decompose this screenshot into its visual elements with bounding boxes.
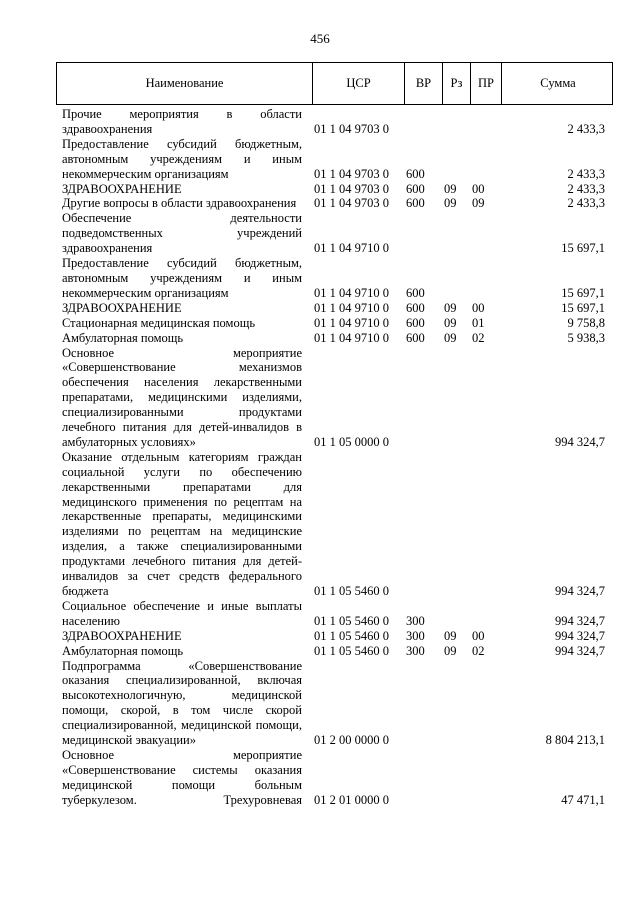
row-name: ЗДРАВООХРАНЕНИЕ: [62, 300, 182, 315]
row-name: ЗДРАВООХРАНЕНИЕ: [62, 628, 182, 643]
row-name: Предоставление субсидий бюджетным, автономным учреждениям и иным некоммерческим организациям: [62, 136, 302, 181]
table-body: [56, 107, 613, 808]
table-row: [56, 196, 613, 211]
row-pr: 09: [472, 196, 485, 211]
row-name: ЗДРАВООХРАНЕНИЕ: [62, 181, 182, 196]
row-rz: 09: [444, 181, 457, 196]
row-rz: 09: [444, 315, 457, 330]
row-pr: 00: [472, 628, 485, 643]
row-name: Предоставление субсидий бюджетным, автономным учреждениям и иным некоммерческим организациям: [62, 256, 302, 300]
row-pr: 00: [472, 300, 485, 315]
row-sum: 994 324,7: [555, 643, 605, 658]
row-rz: 09: [444, 300, 457, 315]
row-rz: 09: [444, 196, 457, 211]
row-csr: 01 1 05 5460 0: [314, 613, 389, 628]
row-vr: 300: [406, 613, 425, 628]
row-sum: 9 758,8: [567, 315, 605, 330]
table-row: [56, 599, 613, 629]
row-sum: 15 697,1: [561, 241, 605, 256]
table-row: [56, 301, 613, 316]
header-sum: Сумма: [540, 76, 576, 90]
row-sum: 47 471,1: [561, 792, 605, 807]
row-name: Социальное обеспечение и иные выплаты населению: [62, 598, 302, 628]
table-row: [56, 659, 613, 748]
row-csr: 01 1 04 9710 0: [314, 241, 389, 256]
row-name: Амбулаторная помощь: [62, 643, 184, 658]
table-row: [56, 748, 613, 808]
row-pr: 02: [472, 643, 485, 658]
table-row: [56, 331, 613, 346]
row-sum: 994 324,7: [555, 584, 605, 598]
row-sum: 2 433,3: [567, 196, 605, 211]
header-vr: ВР: [405, 63, 443, 104]
table-row: [56, 211, 613, 256]
row-rz: 09: [444, 628, 457, 643]
row-csr: 01 1 04 9703 0: [314, 181, 389, 196]
row-csr: 01 2 00 0000 0: [314, 733, 389, 748]
row-vr: 600: [406, 285, 425, 300]
row-csr: 01 1 04 9710 0: [314, 315, 389, 330]
table-row: [56, 107, 613, 137]
row-sum: 15 697,1: [561, 285, 605, 300]
row-sum: 5 938,3: [567, 330, 605, 345]
row-sum: 2 433,3: [567, 166, 605, 181]
row-sum: 994 324,7: [555, 628, 605, 643]
row-sum: 15 697,1: [561, 300, 605, 315]
table-header: [56, 62, 613, 105]
row-csr: 01 1 04 9703 0: [314, 166, 389, 181]
row-csr: 01 1 04 9710 0: [314, 330, 389, 345]
row-csr: 01 1 05 5460 0: [314, 584, 389, 598]
row-sum: 994 324,7: [555, 613, 605, 628]
header-csr: ЦСР: [313, 63, 405, 104]
table-row: [56, 629, 613, 644]
row-name: Основное мероприятие «Совершенствование системы оказания медицинской помощи больным туберкулезом. Трехуровневая: [62, 747, 302, 807]
row-name: Подпрограмма «Совершенствование оказания специализированной, включая высокотехнологичную, медицинской помощи, скорой, в том числе скорой специализированной, медицинской помощи, медицинской эвакуации»: [62, 658, 302, 748]
row-vr: 300: [406, 643, 425, 658]
row-sum: 994 324,7: [555, 434, 605, 449]
row-vr: 600: [406, 330, 425, 345]
row-name: Прочие мероприятия в области здравоохранения: [62, 107, 302, 136]
row-csr: 01 1 04 9710 0: [314, 300, 389, 315]
row-csr: 01 1 04 9703 0: [314, 121, 389, 136]
row-sum: 8 804 213,1: [545, 733, 605, 748]
row-name: Амбулаторная помощь: [62, 330, 184, 345]
row-name: Оказание отдельным категориям граждан социальной услуги по обеспечению лекарственными препаратами для медицинского применения по рецептам на лекарственные препараты, медицинскими изделиями по рецептам на медицинские изделия, а также специализированными продуктами лечебного питания для детей-инвалидов за счет средств федерального бюджета: [62, 449, 302, 598]
table-row: [56, 644, 613, 659]
row-rz: 09: [444, 643, 457, 658]
row-sum: 2 433,3: [567, 121, 605, 136]
table-row: [56, 316, 613, 331]
row-vr: 600: [406, 300, 425, 315]
row-csr: 01 1 04 9703 0: [314, 196, 389, 211]
row-vr: 600: [406, 166, 425, 181]
row-rz: 09: [444, 330, 457, 345]
row-sum: 2 433,3: [567, 181, 605, 196]
header-rz: Рз: [443, 63, 471, 104]
row-vr: 300: [406, 628, 425, 643]
row-name: Другие вопросы в области здравоохранения: [62, 196, 297, 211]
row-csr: 01 1 05 5460 0: [314, 628, 389, 643]
row-name: Стационарная медицинская помощь: [62, 315, 256, 330]
row-csr: 01 1 05 0000 0: [314, 434, 389, 449]
row-pr: 02: [472, 330, 485, 345]
header-pr: ПР: [471, 63, 502, 104]
row-pr: 01: [472, 315, 485, 330]
row-vr: 600: [406, 315, 425, 330]
row-csr: 01 1 05 5460 0: [314, 643, 389, 658]
row-vr: 600: [406, 196, 425, 211]
row-name: Обеспечение деятельности подведомственных учреждений здравоохранения: [62, 211, 302, 256]
table-row: [56, 182, 613, 197]
table-row: [56, 450, 613, 599]
table-row: [56, 137, 613, 182]
row-name: Основное мероприятие «Совершенствование механизмов обеспечения населения лекарственными препаратами, медицинскими изделиями, специализированными продуктами лечебного питания для детей-инвалидов в амбулаторных условиях»: [62, 345, 302, 449]
row-csr: 01 2 01 0000 0: [314, 792, 389, 807]
row-vr: 600: [406, 181, 425, 196]
row-csr: 01 1 04 9710 0: [314, 285, 389, 300]
row-pr: 00: [472, 181, 485, 196]
table-row: [56, 346, 613, 450]
page-number: 456: [310, 31, 330, 46]
table-row: [56, 256, 613, 301]
header-name: Наименование: [57, 63, 313, 104]
